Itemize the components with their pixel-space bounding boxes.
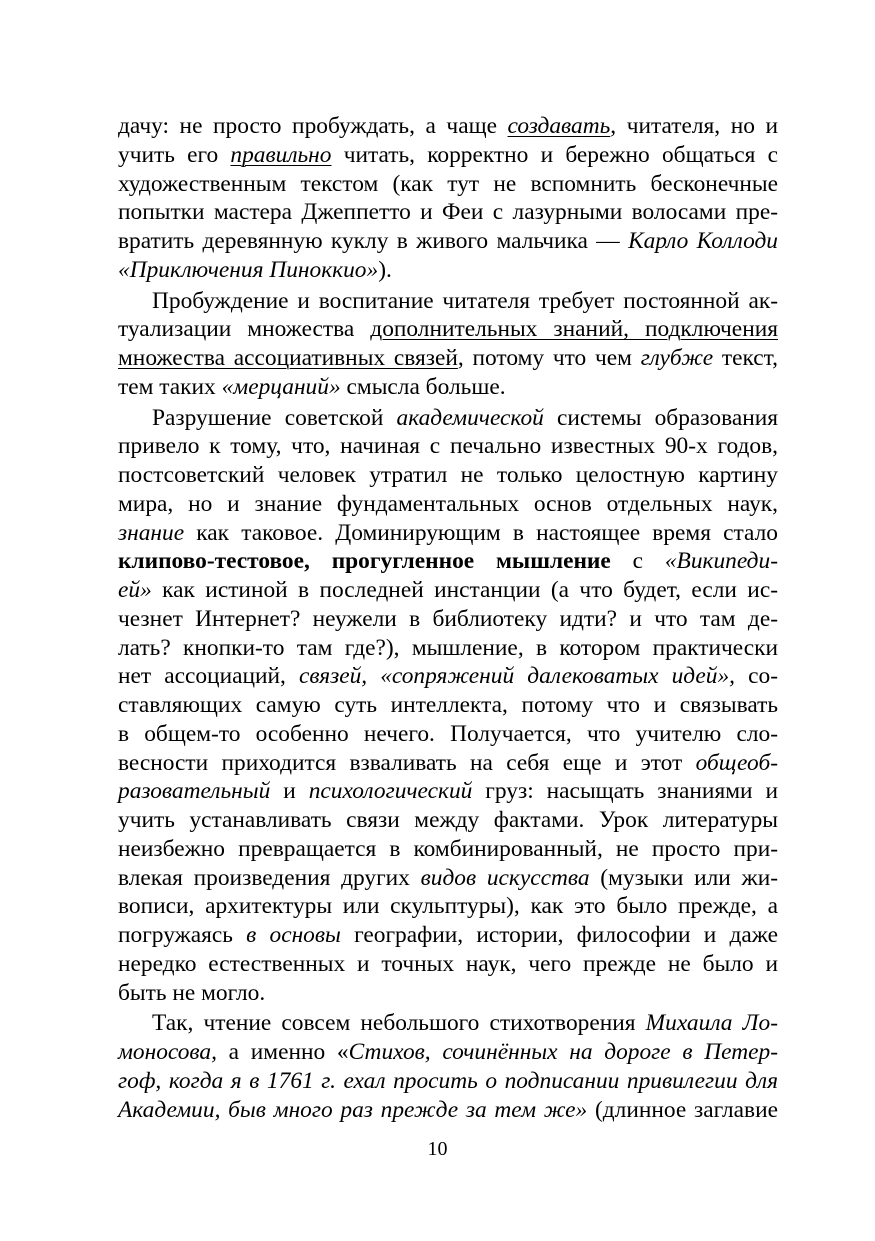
text-line: погружаясь в основы географии, истории, философии и даже [118, 922, 778, 948]
text-line: моносова, а именно «Стихов, сочинённых на дороге в Петер- [118, 1039, 778, 1065]
text-line: привело к тому, что, начиная с печально известных 90-х годов, [118, 433, 778, 460]
text-line: лать? кнопки-то там где?), мышление, в котором практически [118, 634, 778, 661]
text-line: «Приключения Пиноккио»). [118, 256, 392, 283]
text-line: Разрушение советской академической системы образования [152, 404, 778, 431]
text-line: художественным текстом (как тут не вспомнить бесконечные [118, 170, 778, 197]
paragraph [118, 1009, 778, 1124]
text-line: нередко естественных и точных наук, чего прежде не было и [118, 950, 778, 977]
text-line: в общем-то особенно нечего. Получается, что учителю сло- [118, 720, 778, 747]
paragraph [118, 287, 778, 402]
text-line: чезнет Интернет? неужели в библиотеку идти? и что там де- [118, 605, 778, 632]
text-line: Пробуждение и воспитание читателя требует постоянной ак- [152, 287, 778, 314]
text-line: влекая произведения других видов искусства (музыки или жи- [118, 864, 779, 891]
text-line: вописи, архитектуры или скульптуры), как это было прежде, а [118, 893, 778, 920]
text-line: нет ассоциаций, связей, «сопряжений далековатых идей», со- [118, 663, 779, 690]
text-line: знание как таковое. Доминирующим в настоящее время стало [118, 519, 778, 546]
text-line: клипово-тестовое, прогугленное мышление с «Википеди- [118, 548, 778, 575]
text-line: постсоветский человек утратил не только целостную картину [118, 462, 778, 488]
text-line: вратить деревянную куклу в живого мальчика — Карло Коллоди [118, 228, 778, 254]
text-line: разовательный и психологический груз: насыщать знаниями и [118, 778, 778, 805]
text-line: дачу: не просто пробуждать, а чаще создавать, читателя, но и [118, 113, 778, 139]
page-text [118, 112, 778, 1124]
paragraph [118, 112, 778, 285]
page-number: 10 [427, 1138, 448, 1160]
text-line: множества ассоциативных связей, потому что чем глубже текст, [118, 345, 778, 371]
text-line: Так, чтение совсем небольшого стихотворения Михаила Ло- [152, 1010, 778, 1037]
text-line: учить устанавливать связи между фактами. Урок литературы [118, 807, 778, 833]
text-line: попытки мастера Джеппетто и Феи с лазурными волосами пре- [118, 199, 778, 226]
text-line: ей» как истиной в последней инстанции (а что будет, если ис- [118, 577, 778, 603]
text-line: неизбежно превращается в комбинированный, не просто при- [118, 835, 778, 862]
text-line: ставляющих самую суть интеллекта, потому что и связывать [118, 692, 778, 718]
text-line: гоф, когда я в 1761 г. ехал просить о подписании привилегии для [118, 1067, 778, 1094]
text-line: мира, но и знание фундаментальных основ отдельных наук, [118, 490, 778, 517]
text-line: туализации множества дополнительных знаний, подключения [118, 316, 778, 343]
text-line: быть не могло. [118, 979, 266, 1006]
text-line: тем таких «мерцаний» смысла больше. [118, 373, 506, 400]
text-line: Академии, быв много раз прежде за тем же» (длинное заглавие [118, 1096, 779, 1123]
text-line: учить его правильно читать, корректно и бережно общаться с [118, 141, 778, 168]
paragraph [118, 404, 778, 1008]
text-line: весности приходится взваливать на себя еще и этот общеоб- [118, 749, 778, 776]
